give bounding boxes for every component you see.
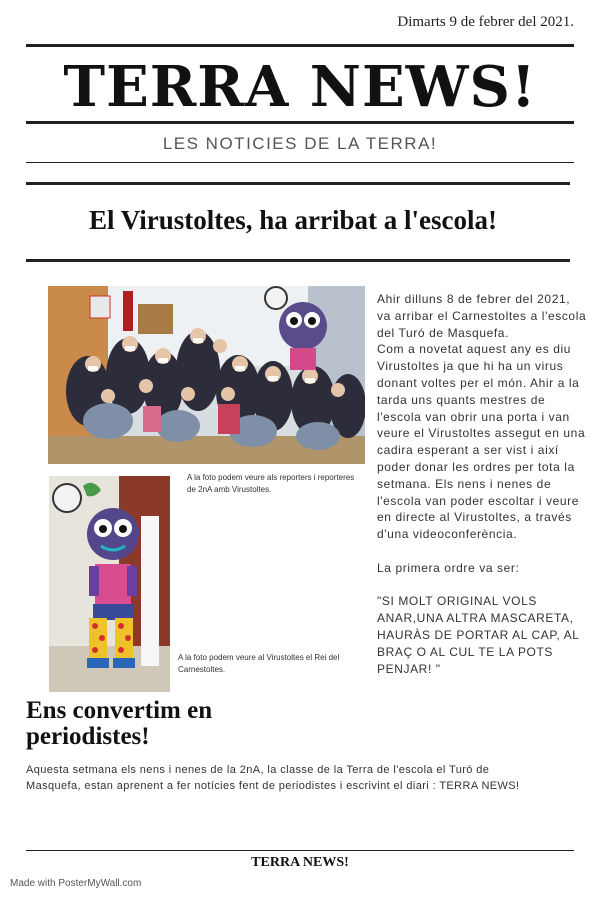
divider-tagline bbox=[26, 162, 574, 163]
section-headline: Ens convertim en periodistes! bbox=[26, 697, 213, 750]
divider-top bbox=[26, 44, 574, 47]
mascot-photo-caption: A la foto podem veure al Virustoltes el Rei del Carnestoltes. bbox=[178, 653, 340, 674]
article-paragraph-4: "SI MOLT ORIGINAL VOLS ANAR,UNA ALTRA MASCARETA, HAURÀS DE PORTAR AL CAP, AL BRAÇ O AL CUL TE LA POTS PENJAR! " bbox=[377, 594, 580, 676]
mascot-photo bbox=[49, 476, 170, 692]
masthead-title: TERRA NEWS! bbox=[63, 54, 537, 120]
class-photo bbox=[48, 286, 365, 464]
article-body bbox=[377, 291, 587, 677]
issue-date: Dimarts 9 de febrer del 2021. bbox=[397, 14, 574, 30]
tagline: LES NOTICIES DE LA TERRA! bbox=[162, 134, 438, 153]
divider-footer bbox=[26, 850, 574, 851]
article-headline: El Virustoltes, ha arribat a l'escola! bbox=[89, 205, 497, 235]
divider-headline-bottom bbox=[26, 259, 570, 262]
divider-headline-top bbox=[26, 182, 570, 185]
section-body: Aquesta setmana els nens i nenes de la 2nA, la classe de la Terra de l'escola el Turó de Masquefa, estan aprenent a fer notícies fent de periodistes i escrivint el diari : TERRA NEWS! bbox=[26, 764, 520, 792]
divider-masthead bbox=[26, 121, 574, 124]
article-paragraph-2: Com a novetat aquest any es diu Virustoltes ja que hi ha un virus donant voltes per el món. Ahir a la tarda uns quants mestres de l'escola van obrir una porta i van veure el Virustoltes assegut en una cadira esperant a ser vist i així poder donar les ordres per tota la setmana. Els nens i nenes de l'escola van poder escoltar i veure en directe al Virustoltes, a través d'una videoconferència. bbox=[377, 342, 586, 542]
article-paragraph-1: Ahir dilluns 8 de febrer del 2021, va arribar el Carnestoltes a l'escola del Turó de Masquefa. bbox=[377, 292, 587, 340]
credit-text[interactable]: Made with PosterMyWall.com bbox=[10, 878, 142, 889]
footer-title: TERRA NEWS! bbox=[251, 855, 349, 870]
class-photo-caption: A la foto podem veure als reporters i reporteres de 2nA amb Virustoltes. bbox=[187, 473, 355, 494]
article-paragraph bbox=[377, 291, 587, 543]
article-paragraph-3: La primera ordre va ser: bbox=[377, 560, 520, 575]
